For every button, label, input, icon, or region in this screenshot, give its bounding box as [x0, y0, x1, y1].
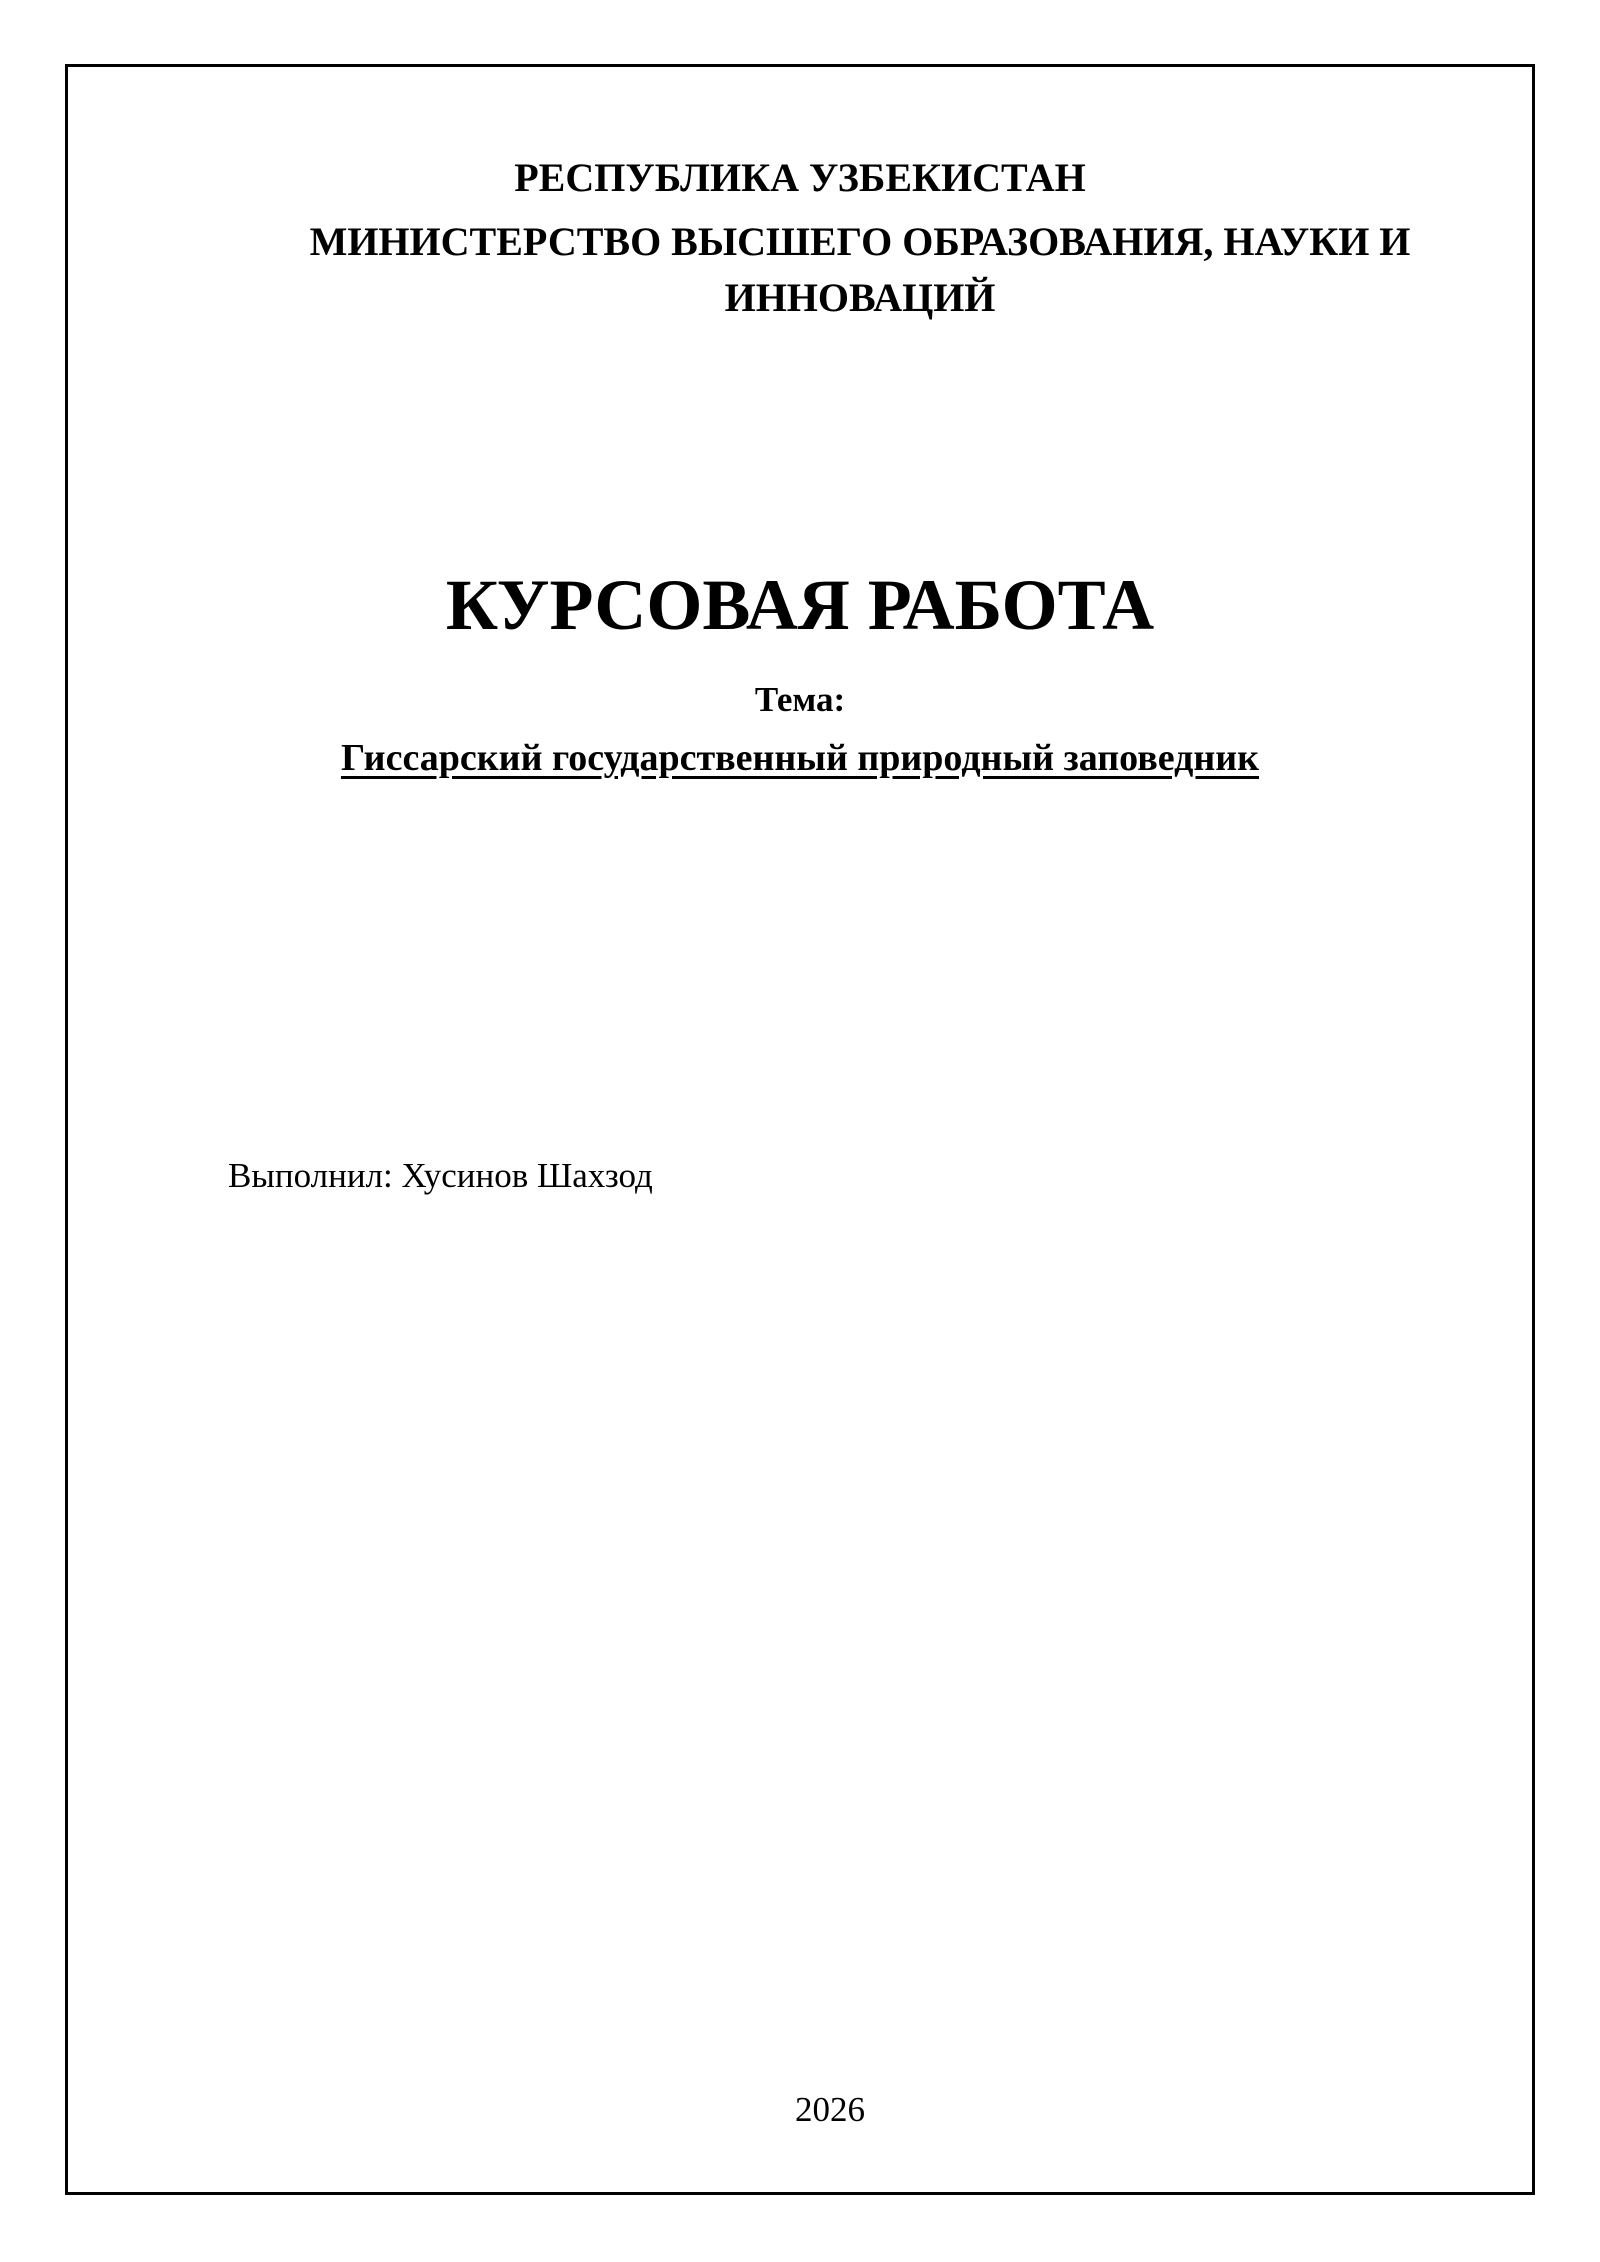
year: 2026: [795, 2090, 865, 2129]
topic-title: Гиссарский государственный природный заповедник: [340, 737, 1260, 779]
republic-heading: РЕСПУБЛИКА УЗБЕКИСТАН: [514, 155, 1086, 200]
topic-label: Тема:: [754, 680, 846, 719]
author-line: Выполнил: Хусинов Шахзод: [228, 1156, 653, 1195]
document-type-title: КУРСОВАЯ РАБОТА: [445, 565, 1155, 645]
page-border: [65, 64, 1535, 2195]
ministry-heading: МИНИСТЕРСТВО ВЫСШЕГО ОБРАЗОВАНИЯ, НАУКИ И ИННОВАЦИЙ: [309, 219, 1411, 320]
